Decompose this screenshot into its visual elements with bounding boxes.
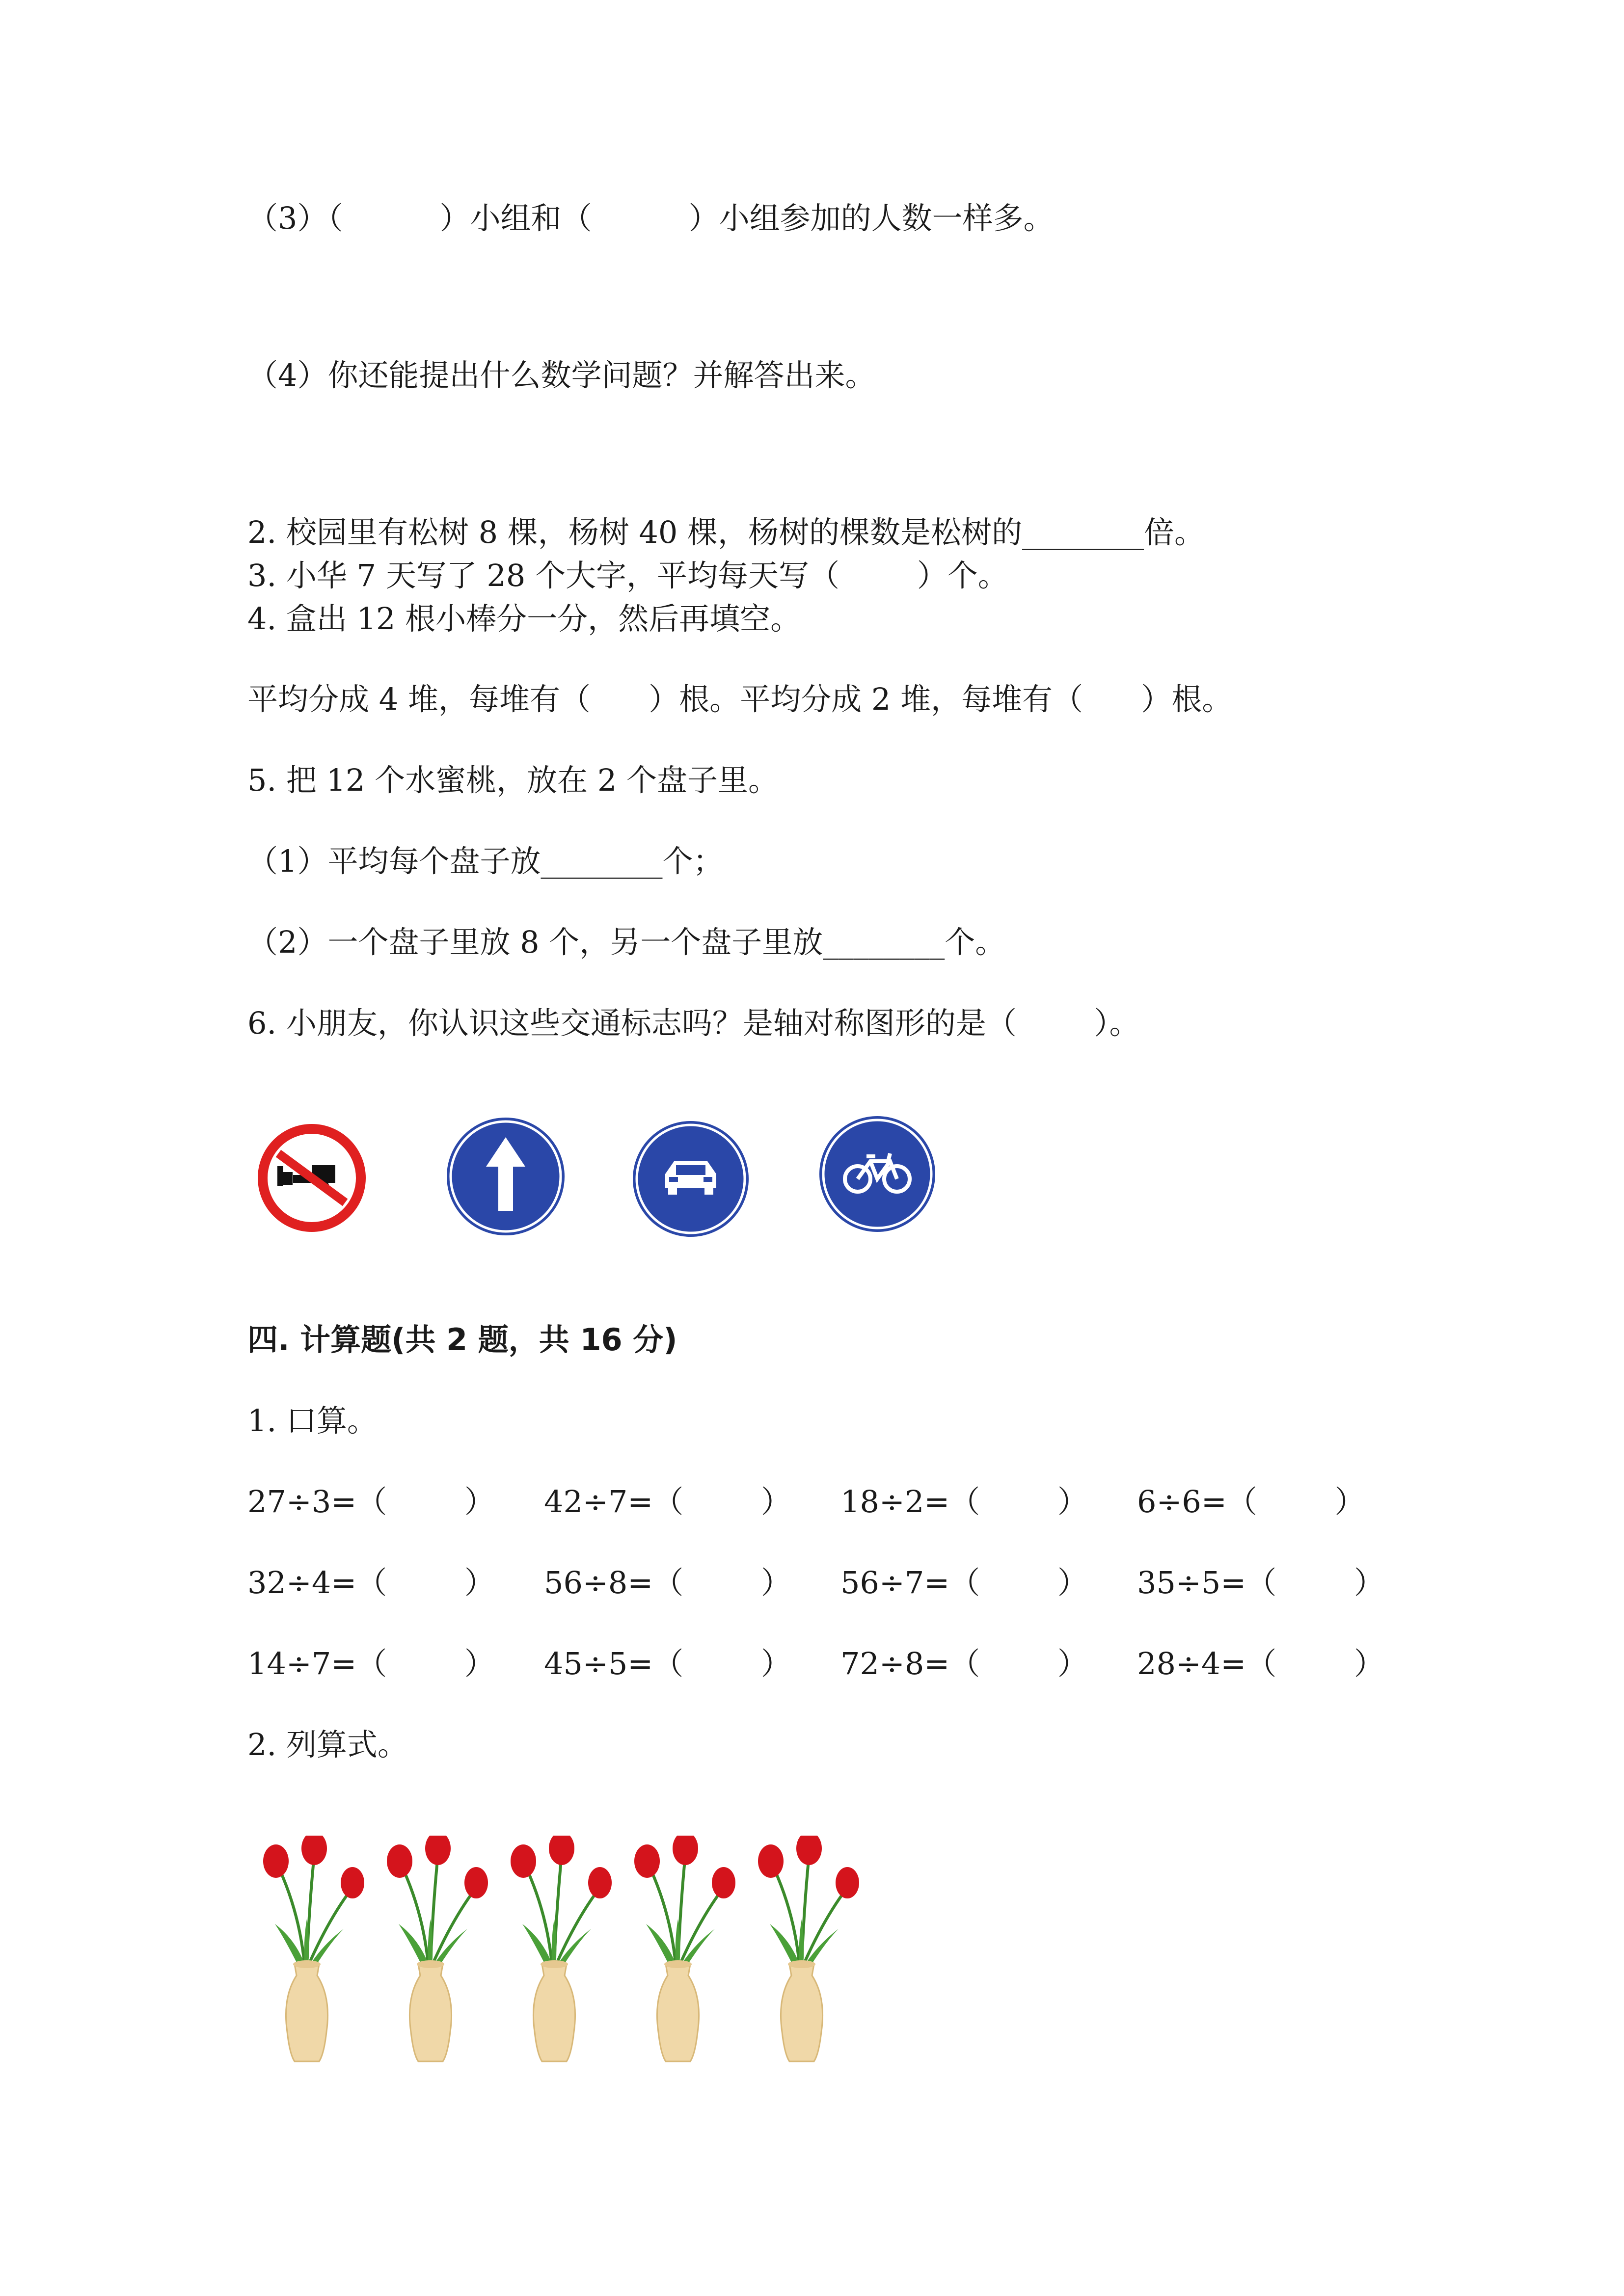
oral-calc-item: 45÷5=（ ）: [544, 1646, 791, 1682]
question-1-4: （4）你还能提出什么数学问题？并解答出来。: [247, 357, 876, 393]
calc-1-heading: 1. 口算。: [247, 1403, 378, 1439]
section-4-heading: 四. 计算题(共 2 题，共 16 分): [247, 1322, 677, 1358]
oral-calc-item: 72÷8=（ ）: [840, 1646, 1088, 1682]
oral-calc-item: 56÷7=（ ）: [840, 1565, 1088, 1601]
oral-calc-item: 42÷7=（ ）: [544, 1484, 791, 1520]
bicycle-sign-icon: [817, 1114, 938, 1234]
oral-calc-item: 56÷8=（ ）: [544, 1565, 791, 1601]
oral-calc-item: 14÷7=（ ）: [247, 1646, 495, 1682]
question-5-1: （1）平均每个盘子放________个；: [247, 843, 724, 879]
question-3: 3. 小华 7 天写了 28 个大字，平均每天写（ ）个。: [247, 558, 1008, 593]
question-5-2: （2）一个盘子里放 8 个，另一个盘子里放________个。: [247, 924, 1006, 960]
oral-calc-item: 35÷5=（ ）: [1137, 1565, 1384, 1601]
oral-calc-item: 6÷6=（ ）: [1137, 1484, 1365, 1520]
calc-2-heading: 2. 列算式。: [247, 1727, 408, 1762]
oral-calc-item: 32÷4=（ ）: [247, 1565, 495, 1601]
no-cart-sign-icon: [258, 1124, 366, 1232]
question-4-fill: 平均分成 4 堆，每堆有（ ）根。平均分成 2 堆，每堆有（ ）根。: [247, 681, 1233, 717]
oral-calc-item: 27÷3=（ ）: [247, 1484, 495, 1520]
question-5: 5. 把 12 个水蜜桃，放在 2 个盘子里。: [247, 762, 779, 798]
oral-calc-item: 28÷4=（ ）: [1137, 1646, 1384, 1682]
question-4: 4. 盒出 12 根小棒分一分，然后再填空。: [247, 601, 801, 637]
question-2: 2. 校园里有松树 8 棵，杨树 40 棵，杨树的棵数是松树的________倍。: [247, 514, 1205, 550]
question-6: 6. 小朋友，你认识这些交通标志吗？是轴对称图形的是（ ）。: [247, 1005, 1140, 1041]
motor-vehicle-sign-icon: [631, 1119, 751, 1237]
question-1-3: （3）（ ）小组和（ ）小组参加的人数一样多。: [247, 200, 1054, 236]
flower-vases-image: [245, 1836, 869, 2071]
straight-ahead-sign-icon: [444, 1115, 567, 1238]
oral-calc-item: 18÷2=（ ）: [840, 1484, 1088, 1520]
